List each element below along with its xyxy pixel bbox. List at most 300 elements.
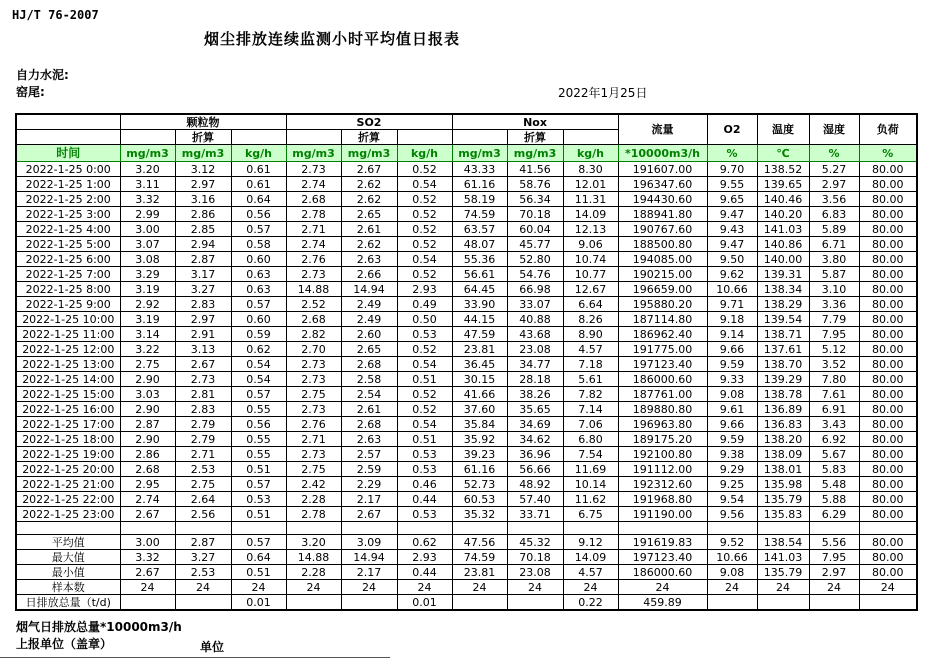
value-cell: 2.58 bbox=[341, 372, 397, 387]
value-cell: 0.51 bbox=[397, 372, 452, 387]
value-cell: 60.53 bbox=[452, 492, 507, 507]
value-cell: 80.00 bbox=[859, 492, 917, 507]
value-cell: 2.62 bbox=[341, 237, 397, 252]
summary-value-cell: 2.53 bbox=[175, 565, 231, 580]
value-cell: 2.42 bbox=[286, 477, 341, 492]
value-cell: 52.73 bbox=[452, 477, 507, 492]
value-cell: 9.61 bbox=[707, 402, 757, 417]
time-cell: 2022-1-25 18:00 bbox=[16, 432, 120, 447]
value-cell: 9.66 bbox=[707, 342, 757, 357]
value-cell: 0.60 bbox=[231, 252, 286, 267]
value-cell: 2.63 bbox=[341, 252, 397, 267]
value-cell: 64.45 bbox=[452, 282, 507, 297]
summary-value-cell: 24 bbox=[120, 580, 175, 595]
value-cell: 0.53 bbox=[397, 507, 452, 522]
value-cell: 194430.60 bbox=[618, 192, 707, 207]
value-cell: 2.95 bbox=[120, 477, 175, 492]
value-cell: 196963.80 bbox=[618, 417, 707, 432]
summary-value-cell: 2.93 bbox=[397, 550, 452, 565]
value-cell: 2.78 bbox=[286, 207, 341, 222]
data-row bbox=[16, 267, 917, 282]
value-cell: 80.00 bbox=[859, 417, 917, 432]
summary-value-cell: 24 bbox=[809, 580, 859, 595]
value-cell: 3.80 bbox=[809, 252, 859, 267]
summary-value-cell: 24 bbox=[563, 580, 618, 595]
value-cell: 3.22 bbox=[120, 342, 175, 357]
value-cell: 2.67 bbox=[341, 162, 397, 177]
value-cell: 0.52 bbox=[397, 267, 452, 282]
summary-value-cell: 3.32 bbox=[120, 550, 175, 565]
summary-value-cell: 24 bbox=[859, 580, 917, 595]
value-cell: 7.95 bbox=[809, 327, 859, 342]
summary-value-cell: 7.95 bbox=[809, 550, 859, 565]
value-cell: 2.57 bbox=[341, 447, 397, 462]
daily-total-value-cell: 0.01 bbox=[397, 595, 452, 611]
data-row bbox=[16, 177, 917, 192]
value-cell: 2.81 bbox=[175, 387, 231, 402]
value-cell: 196347.60 bbox=[618, 177, 707, 192]
data-row bbox=[16, 402, 917, 417]
value-cell: 54.76 bbox=[507, 267, 563, 282]
value-cell: 9.55 bbox=[707, 177, 757, 192]
summary-value-cell: 135.79 bbox=[757, 565, 809, 580]
value-cell: 45.77 bbox=[507, 237, 563, 252]
value-cell: 3.00 bbox=[120, 222, 175, 237]
data-row bbox=[16, 477, 917, 492]
data-row bbox=[16, 252, 917, 267]
value-cell: 80.00 bbox=[859, 282, 917, 297]
value-cell: 197123.40 bbox=[618, 357, 707, 372]
unit-header: mg/m3 bbox=[286, 145, 341, 162]
value-cell: 5.61 bbox=[563, 372, 618, 387]
value-cell: 2.73 bbox=[286, 447, 341, 462]
value-cell: 30.15 bbox=[452, 372, 507, 387]
header-load: 负荷 bbox=[859, 114, 917, 145]
value-cell: 14.09 bbox=[563, 207, 618, 222]
blank-cell bbox=[563, 522, 618, 535]
summary-value-cell: 80.00 bbox=[859, 550, 917, 565]
group-header-nox: Nox bbox=[452, 114, 618, 130]
value-cell: 186000.60 bbox=[618, 372, 707, 387]
value-cell: 7.61 bbox=[809, 387, 859, 402]
value-cell: 0.56 bbox=[231, 207, 286, 222]
value-cell: 80.00 bbox=[859, 177, 917, 192]
value-cell: 9.59 bbox=[707, 432, 757, 447]
header-flow: 流量 bbox=[618, 114, 707, 145]
report-date: 2022年1月25日 bbox=[558, 86, 648, 100]
value-cell: 2.73 bbox=[286, 357, 341, 372]
value-cell: 192312.60 bbox=[618, 477, 707, 492]
value-cell: 7.06 bbox=[563, 417, 618, 432]
value-cell: 6.91 bbox=[809, 402, 859, 417]
blank-cell bbox=[618, 522, 707, 535]
summary-value-cell: 14.94 bbox=[341, 550, 397, 565]
value-cell: 6.80 bbox=[563, 432, 618, 447]
value-cell: 9.33 bbox=[707, 372, 757, 387]
daily-total-value-cell bbox=[507, 595, 563, 611]
value-cell: 23.08 bbox=[507, 342, 563, 357]
value-cell: 187114.80 bbox=[618, 312, 707, 327]
value-cell: 6.71 bbox=[809, 237, 859, 252]
value-cell: 2.79 bbox=[175, 417, 231, 432]
value-cell: 139.54 bbox=[757, 312, 809, 327]
value-cell: 11.31 bbox=[563, 192, 618, 207]
value-cell: 80.00 bbox=[859, 192, 917, 207]
value-cell: 70.18 bbox=[507, 207, 563, 222]
value-cell: 139.29 bbox=[757, 372, 809, 387]
value-cell: 0.53 bbox=[397, 327, 452, 342]
summary-value-cell: 2.67 bbox=[120, 565, 175, 580]
value-cell: 52.80 bbox=[507, 252, 563, 267]
value-cell: 2.68 bbox=[286, 312, 341, 327]
value-cell: 7.14 bbox=[563, 402, 618, 417]
value-cell: 3.43 bbox=[809, 417, 859, 432]
summary-value-cell: 2.87 bbox=[175, 535, 231, 550]
spacer-row bbox=[16, 522, 917, 535]
value-cell: 2.82 bbox=[286, 327, 341, 342]
summary-value-cell: 47.56 bbox=[452, 535, 507, 550]
value-cell: 3.29 bbox=[120, 267, 175, 282]
value-cell: 35.65 bbox=[507, 402, 563, 417]
value-cell: 0.57 bbox=[231, 477, 286, 492]
value-cell: 2.87 bbox=[175, 252, 231, 267]
value-cell: 9.54 bbox=[707, 492, 757, 507]
value-cell: 0.50 bbox=[397, 312, 452, 327]
value-cell: 0.58 bbox=[231, 237, 286, 252]
daily-total-value-cell bbox=[452, 595, 507, 611]
blank-cell bbox=[16, 130, 120, 145]
summary-value-cell: 197123.40 bbox=[618, 550, 707, 565]
value-cell: 9.62 bbox=[707, 267, 757, 282]
value-cell: 40.88 bbox=[507, 312, 563, 327]
value-cell: 189880.80 bbox=[618, 402, 707, 417]
value-cell: 2.54 bbox=[341, 387, 397, 402]
value-cell: 2.61 bbox=[341, 222, 397, 237]
value-cell: 80.00 bbox=[859, 432, 917, 447]
time-cell: 2022-1-25 23:00 bbox=[16, 507, 120, 522]
value-cell: 3.14 bbox=[120, 327, 175, 342]
unit-header: mg/m3 bbox=[341, 145, 397, 162]
value-cell: 56.66 bbox=[507, 462, 563, 477]
value-cell: 9.66 bbox=[707, 417, 757, 432]
bottom-divider bbox=[0, 657, 390, 658]
value-cell: 80.00 bbox=[859, 297, 917, 312]
value-cell: 0.57 bbox=[231, 297, 286, 312]
summary-value-cell: 138.54 bbox=[757, 535, 809, 550]
data-row bbox=[16, 297, 917, 312]
header-o2: O2 bbox=[707, 114, 757, 145]
value-cell: 3.12 bbox=[175, 162, 231, 177]
time-cell: 2022-1-25 15:00 bbox=[16, 387, 120, 402]
value-cell: 3.03 bbox=[120, 387, 175, 402]
summary-label: 最大值 bbox=[16, 550, 120, 565]
blank-cell bbox=[175, 522, 231, 535]
value-cell: 0.52 bbox=[397, 237, 452, 252]
value-cell: 34.69 bbox=[507, 417, 563, 432]
value-cell: 0.52 bbox=[397, 387, 452, 402]
value-cell: 41.56 bbox=[507, 162, 563, 177]
value-cell: 80.00 bbox=[859, 387, 917, 402]
value-cell: 12.67 bbox=[563, 282, 618, 297]
value-cell: 0.51 bbox=[397, 432, 452, 447]
daily-total-value-cell bbox=[120, 595, 175, 611]
blank-cell bbox=[397, 130, 452, 145]
data-row bbox=[16, 492, 917, 507]
value-cell: 2.59 bbox=[341, 462, 397, 477]
value-cell: 2.74 bbox=[286, 177, 341, 192]
summary-value-cell: 24 bbox=[618, 580, 707, 595]
daily-total-row bbox=[16, 595, 917, 611]
value-cell: 192100.80 bbox=[618, 447, 707, 462]
data-row bbox=[16, 312, 917, 327]
summary-value-cell: 4.57 bbox=[563, 565, 618, 580]
value-cell: 43.68 bbox=[507, 327, 563, 342]
summary-value-cell: 0.44 bbox=[397, 565, 452, 580]
time-cell: 2022-1-25 12:00 bbox=[16, 342, 120, 357]
value-cell: 0.54 bbox=[397, 252, 452, 267]
value-cell: 3.56 bbox=[809, 192, 859, 207]
summary-value-cell: 23.08 bbox=[507, 565, 563, 580]
blank-cell bbox=[507, 522, 563, 535]
value-cell: 2.87 bbox=[120, 417, 175, 432]
value-cell: 2.67 bbox=[341, 507, 397, 522]
value-cell: 0.54 bbox=[231, 357, 286, 372]
daily-total-value-cell bbox=[341, 595, 397, 611]
summary-row bbox=[16, 580, 917, 595]
value-cell: 136.89 bbox=[757, 402, 809, 417]
value-cell: 74.59 bbox=[452, 207, 507, 222]
value-cell: 7.80 bbox=[809, 372, 859, 387]
value-cell: 2.29 bbox=[341, 477, 397, 492]
value-cell: 2.65 bbox=[341, 342, 397, 357]
value-cell: 41.66 bbox=[452, 387, 507, 402]
data-row bbox=[16, 207, 917, 222]
summary-value-cell: 5.56 bbox=[809, 535, 859, 550]
value-cell: 33.90 bbox=[452, 297, 507, 312]
time-cell: 2022-1-25 0:00 bbox=[16, 162, 120, 177]
value-cell: 2.97 bbox=[175, 312, 231, 327]
value-cell: 2.17 bbox=[341, 492, 397, 507]
value-cell: 9.50 bbox=[707, 252, 757, 267]
value-cell: 137.61 bbox=[757, 342, 809, 357]
value-cell: 2.76 bbox=[286, 252, 341, 267]
data-row bbox=[16, 192, 917, 207]
value-cell: 3.16 bbox=[175, 192, 231, 207]
summary-row bbox=[16, 550, 917, 565]
value-cell: 2.68 bbox=[120, 462, 175, 477]
value-cell: 48.07 bbox=[452, 237, 507, 252]
summary-value-cell: 3.20 bbox=[286, 535, 341, 550]
data-row bbox=[16, 432, 917, 447]
summary-value-cell: 80.00 bbox=[859, 535, 917, 550]
value-cell: 0.52 bbox=[397, 162, 452, 177]
time-cell: 2022-1-25 2:00 bbox=[16, 192, 120, 207]
value-cell: 34.77 bbox=[507, 357, 563, 372]
value-cell: 5.27 bbox=[809, 162, 859, 177]
time-cell: 2022-1-25 8:00 bbox=[16, 282, 120, 297]
value-cell: 9.56 bbox=[707, 507, 757, 522]
value-cell: 12.13 bbox=[563, 222, 618, 237]
value-cell: 3.20 bbox=[120, 162, 175, 177]
value-cell: 7.18 bbox=[563, 357, 618, 372]
summary-value-cell: 3.09 bbox=[341, 535, 397, 550]
summary-value-cell: 0.62 bbox=[397, 535, 452, 550]
data-row bbox=[16, 417, 917, 432]
value-cell: 43.33 bbox=[452, 162, 507, 177]
value-cell: 9.70 bbox=[707, 162, 757, 177]
time-cell: 2022-1-25 22:00 bbox=[16, 492, 120, 507]
value-cell: 9.18 bbox=[707, 312, 757, 327]
company-label: 自力水泥: bbox=[16, 68, 69, 82]
summary-value-cell: 2.28 bbox=[286, 565, 341, 580]
header-temperature: 温度 bbox=[757, 114, 809, 145]
summary-value-cell: 3.00 bbox=[120, 535, 175, 550]
value-cell: 2.74 bbox=[120, 492, 175, 507]
time-column-header: 时间 bbox=[16, 145, 120, 162]
value-cell: 2.53 bbox=[175, 462, 231, 477]
value-cell: 187761.00 bbox=[618, 387, 707, 402]
value-cell: 138.71 bbox=[757, 327, 809, 342]
value-cell: 5.89 bbox=[809, 222, 859, 237]
value-cell: 3.32 bbox=[120, 192, 175, 207]
value-cell: 135.79 bbox=[757, 492, 809, 507]
blank-cell bbox=[859, 522, 917, 535]
value-cell: 9.65 bbox=[707, 192, 757, 207]
value-cell: 191968.80 bbox=[618, 492, 707, 507]
value-cell: 63.57 bbox=[452, 222, 507, 237]
value-cell: 80.00 bbox=[859, 162, 917, 177]
value-cell: 3.36 bbox=[809, 297, 859, 312]
data-row bbox=[16, 342, 917, 357]
group-header-particulate: 颗粒物 bbox=[120, 114, 286, 130]
value-cell: 0.51 bbox=[231, 462, 286, 477]
time-cell: 2022-1-25 3:00 bbox=[16, 207, 120, 222]
unit-header: kg/h bbox=[563, 145, 618, 162]
summary-value-cell: 9.08 bbox=[707, 565, 757, 580]
site-label: 窑尾: bbox=[16, 85, 45, 99]
value-cell: 186962.40 bbox=[618, 327, 707, 342]
summary-value-cell: 24 bbox=[397, 580, 452, 595]
blank-cell bbox=[397, 522, 452, 535]
value-cell: 36.96 bbox=[507, 447, 563, 462]
value-cell: 2.67 bbox=[120, 507, 175, 522]
value-cell: 2.73 bbox=[286, 162, 341, 177]
value-cell: 190215.00 bbox=[618, 267, 707, 282]
blank-cell bbox=[16, 522, 120, 535]
converted-header-nox: 折算 bbox=[507, 130, 563, 145]
data-row bbox=[16, 162, 917, 177]
value-cell: 6.75 bbox=[563, 507, 618, 522]
value-cell: 0.63 bbox=[231, 267, 286, 282]
value-cell: 61.16 bbox=[452, 177, 507, 192]
value-cell: 9.47 bbox=[707, 207, 757, 222]
value-cell: 44.15 bbox=[452, 312, 507, 327]
summary-value-cell: 191619.83 bbox=[618, 535, 707, 550]
value-cell: 2.75 bbox=[175, 477, 231, 492]
value-cell: 189175.20 bbox=[618, 432, 707, 447]
data-row bbox=[16, 507, 917, 522]
daily-total-value-cell: 459.89 bbox=[618, 595, 707, 611]
value-cell: 33.07 bbox=[507, 297, 563, 312]
value-cell: 3.08 bbox=[120, 252, 175, 267]
value-cell: 136.83 bbox=[757, 417, 809, 432]
time-cell: 2022-1-25 9:00 bbox=[16, 297, 120, 312]
value-cell: 10.66 bbox=[707, 282, 757, 297]
converted-header-so2: 折算 bbox=[341, 130, 397, 145]
time-cell: 2022-1-25 4:00 bbox=[16, 222, 120, 237]
value-cell: 2.63 bbox=[341, 432, 397, 447]
data-row bbox=[16, 387, 917, 402]
value-cell: 0.54 bbox=[397, 357, 452, 372]
time-cell: 2022-1-25 19:00 bbox=[16, 447, 120, 462]
value-cell: 2.71 bbox=[175, 447, 231, 462]
blank-cell bbox=[452, 522, 507, 535]
value-cell: 80.00 bbox=[859, 207, 917, 222]
table-body bbox=[16, 162, 917, 611]
data-row bbox=[16, 462, 917, 477]
summary-value-cell: 14.88 bbox=[286, 550, 341, 565]
value-cell: 33.71 bbox=[507, 507, 563, 522]
unit-header: *10000m3/h bbox=[618, 145, 707, 162]
value-cell: 2.85 bbox=[175, 222, 231, 237]
unit-header: mg/m3 bbox=[120, 145, 175, 162]
value-cell: 80.00 bbox=[859, 267, 917, 282]
summary-row bbox=[16, 535, 917, 550]
value-cell: 5.67 bbox=[809, 447, 859, 462]
summary-value-cell: 24 bbox=[286, 580, 341, 595]
value-cell: 58.19 bbox=[452, 192, 507, 207]
value-cell: 9.71 bbox=[707, 297, 757, 312]
value-cell: 80.00 bbox=[859, 327, 917, 342]
value-cell: 2.68 bbox=[286, 192, 341, 207]
summary-value-cell: 24 bbox=[757, 580, 809, 595]
value-cell: 8.90 bbox=[563, 327, 618, 342]
value-cell: 140.20 bbox=[757, 207, 809, 222]
value-cell: 2.61 bbox=[341, 402, 397, 417]
report-table bbox=[15, 113, 918, 611]
summary-label: 平均值 bbox=[16, 535, 120, 550]
value-cell: 2.73 bbox=[286, 402, 341, 417]
value-cell: 2.71 bbox=[286, 222, 341, 237]
summary-value-cell: 186000.60 bbox=[618, 565, 707, 580]
value-cell: 5.48 bbox=[809, 477, 859, 492]
value-cell: 0.62 bbox=[231, 342, 286, 357]
value-cell: 9.47 bbox=[707, 237, 757, 252]
value-cell: 138.52 bbox=[757, 162, 809, 177]
value-cell: 0.52 bbox=[397, 342, 452, 357]
value-cell: 2.99 bbox=[120, 207, 175, 222]
value-cell: 2.90 bbox=[120, 372, 175, 387]
value-cell: 3.10 bbox=[809, 282, 859, 297]
value-cell: 0.52 bbox=[397, 192, 452, 207]
value-cell: 2.90 bbox=[120, 402, 175, 417]
page-title: 烟尘排放连续监测小时平均值日报表 bbox=[204, 30, 461, 48]
value-cell: 37.60 bbox=[452, 402, 507, 417]
value-cell: 0.52 bbox=[397, 207, 452, 222]
value-cell: 3.13 bbox=[175, 342, 231, 357]
blank-cell bbox=[341, 522, 397, 535]
value-cell: 0.53 bbox=[397, 462, 452, 477]
value-cell: 3.19 bbox=[120, 312, 175, 327]
time-cell: 2022-1-25 11:00 bbox=[16, 327, 120, 342]
value-cell: 12.01 bbox=[563, 177, 618, 192]
value-cell: 0.59 bbox=[231, 327, 286, 342]
value-cell: 2.73 bbox=[286, 267, 341, 282]
value-cell: 28.18 bbox=[507, 372, 563, 387]
value-cell: 0.54 bbox=[397, 177, 452, 192]
value-cell: 5.83 bbox=[809, 462, 859, 477]
value-cell: 0.54 bbox=[397, 417, 452, 432]
